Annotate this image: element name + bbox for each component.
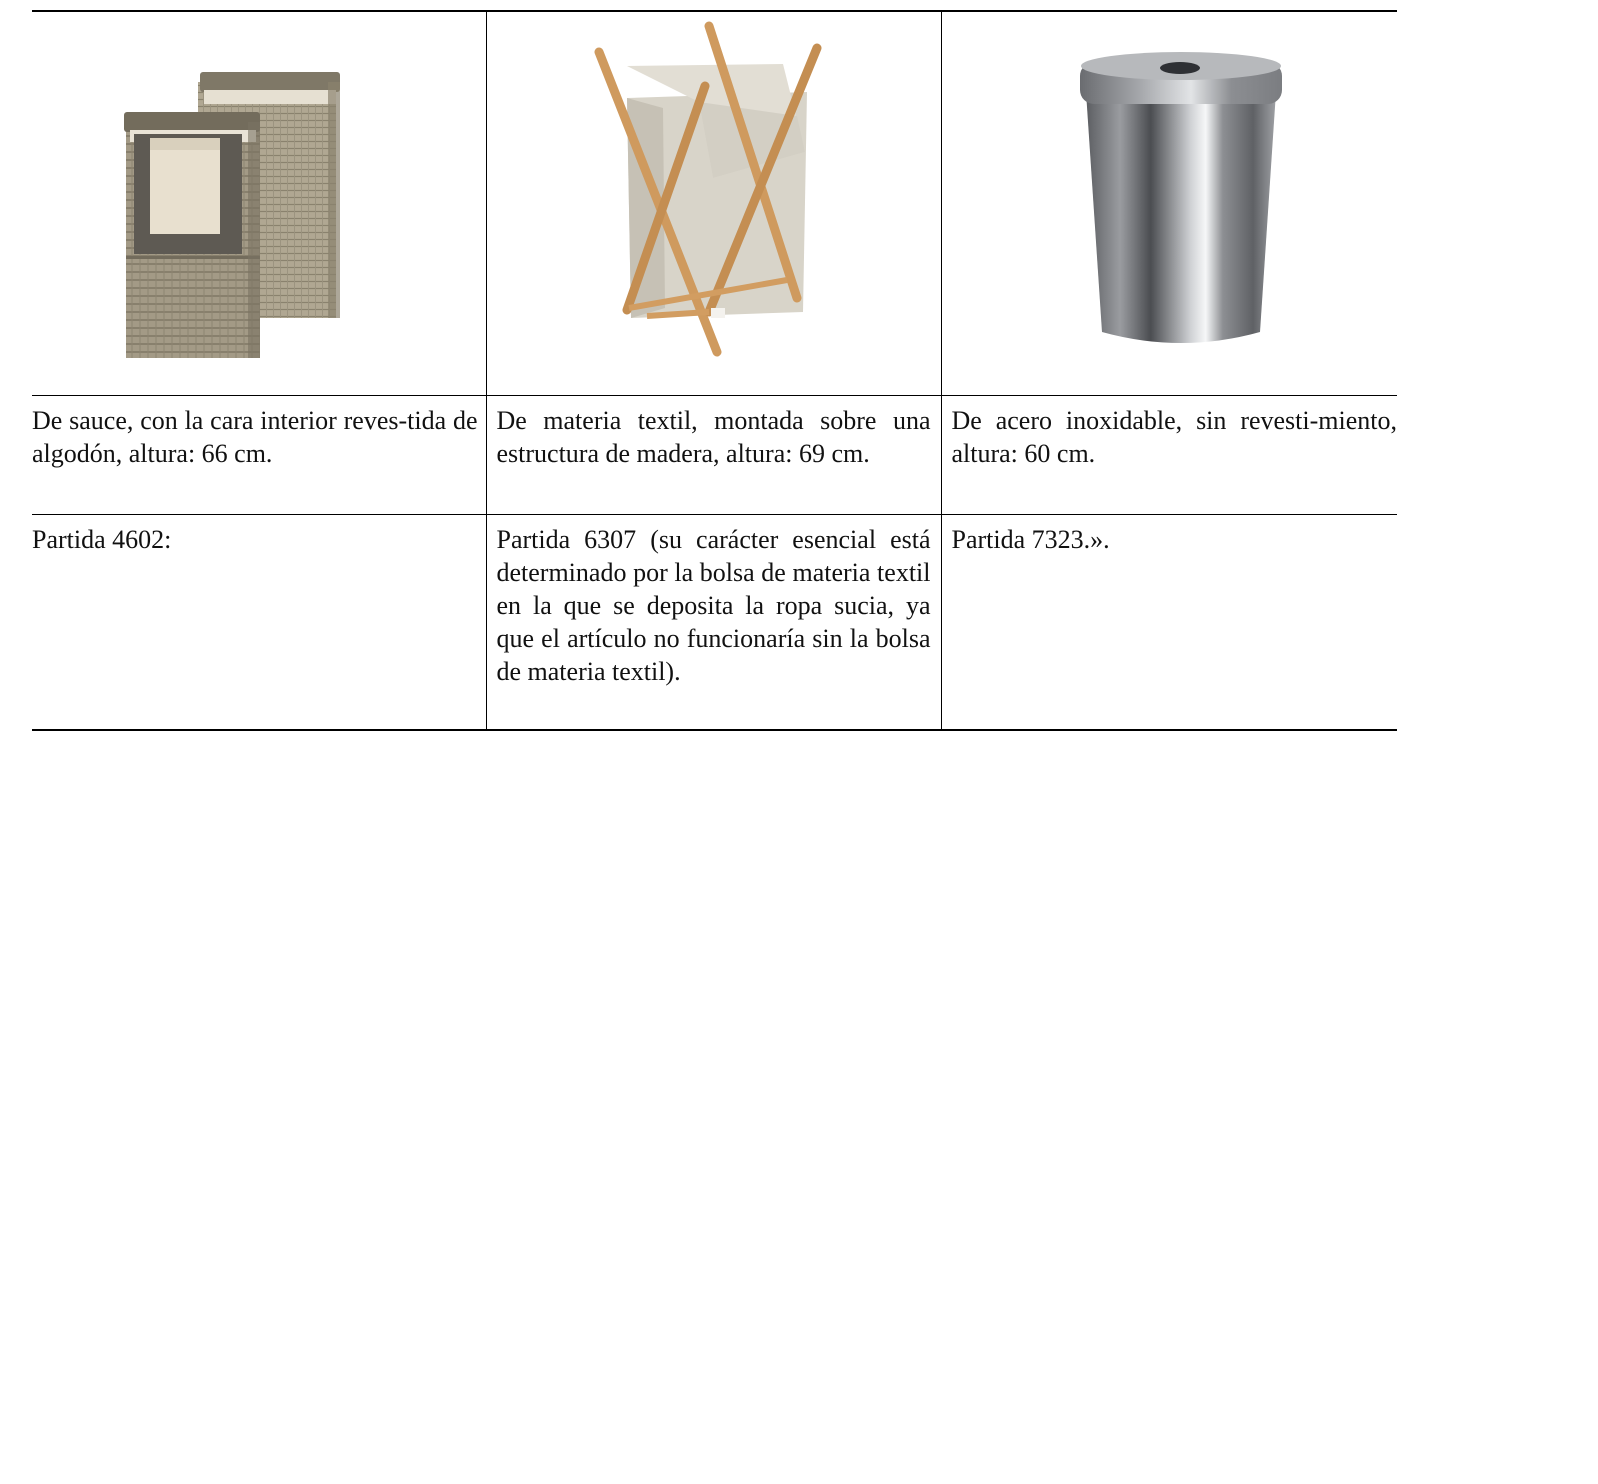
classification-textile: Partida 6307 (su carácter esencial está determinado por la bolsa de materia textil en la que se deposita la ropa sucia, ya que el artículo no funcionaría sin la bolsa de materia textil). bbox=[486, 515, 941, 731]
image-cell-textile bbox=[486, 11, 941, 396]
classification-table bbox=[32, 10, 1397, 731]
description-row bbox=[32, 396, 1397, 515]
classification-steel: Partida 7323.». bbox=[941, 515, 1397, 731]
wicker-basket-image bbox=[32, 12, 486, 395]
textile-hamper-image bbox=[487, 12, 942, 395]
description-textile: De materia textil, montada sobre una estructura de madera, altura: 69 cm. bbox=[486, 396, 941, 515]
description-wicker: De sauce, con la cara interior reves-tida de algodón, altura: 66 cm. bbox=[32, 396, 486, 515]
description-steel: De acero inoxidable, sin revesti-miento, altura: 60 cm. bbox=[941, 396, 1397, 515]
image-cell-wicker bbox=[32, 11, 486, 396]
classification-wicker: Partida 4602: bbox=[32, 515, 486, 731]
image-cell-steel bbox=[941, 11, 1397, 396]
classification-row bbox=[32, 515, 1397, 731]
steel-bin-image bbox=[942, 12, 1398, 395]
image-row bbox=[32, 11, 1397, 396]
